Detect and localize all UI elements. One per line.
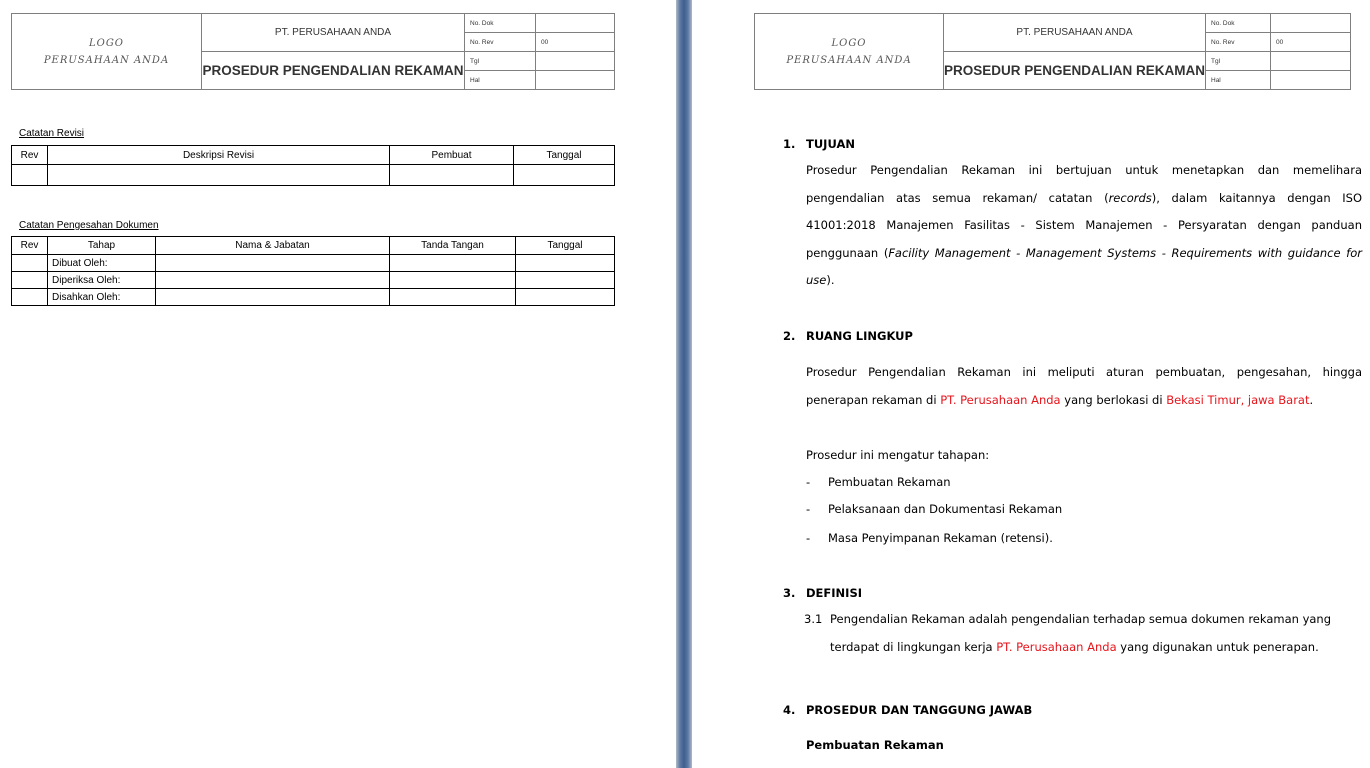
column-header: Nama & Jabatan [156, 237, 390, 255]
field-value [536, 71, 615, 90]
table-cell[interactable] [514, 165, 615, 186]
page-gutter [676, 0, 692, 768]
table-cell[interactable] [390, 289, 516, 306]
table-cell[interactable] [390, 255, 516, 272]
column-header: Rev [12, 237, 48, 255]
scope-intro: Prosedur ini mengatur tahapan: [806, 448, 990, 462]
section-heading-ruang-lingkup: 2. RUANG LINGKUP [783, 329, 913, 343]
column-header: Deskripsi Revisi [48, 146, 390, 165]
field-value: 00 [536, 33, 615, 52]
table-cell[interactable] [156, 272, 390, 289]
column-header: Pembuat [390, 146, 514, 165]
approval-section-label: Catatan Pengesahan Dokumen [19, 220, 159, 231]
stage-label: Diperiksa Oleh: [48, 272, 156, 289]
field-label: No. Dok [1206, 14, 1271, 33]
table-row [12, 165, 615, 186]
table-row [12, 272, 615, 289]
field-label: No. Dok [465, 14, 536, 33]
table-cell[interactable] [12, 165, 48, 186]
table-cell[interactable] [390, 165, 514, 186]
field-label: Hal [465, 71, 536, 90]
company-name: PT. PERUSAHAAN ANDA [202, 14, 465, 52]
table-cell[interactable] [516, 255, 615, 272]
section-heading-tujuan: 1. TUJUAN [783, 137, 855, 151]
table-cell[interactable] [12, 255, 48, 272]
document-header-left [11, 13, 615, 90]
field-label: No. Rev [465, 33, 536, 52]
field-value [536, 52, 615, 71]
column-header: Tanggal [514, 146, 615, 165]
section-heading-prosedur: 4. PROSEDUR DAN TANGGUNG JAWAB [783, 703, 1033, 717]
field-label: No. Rev [1206, 33, 1271, 52]
table-cell[interactable] [156, 255, 390, 272]
table-row [12, 255, 615, 272]
column-header: Tahap [48, 237, 156, 255]
column-header: Tanda Tangan [390, 237, 516, 255]
field-label: Hal [1206, 71, 1271, 90]
revision-section-label: Catatan Revisi [19, 128, 85, 139]
document-title: PROSEDUR PENGENDALIAN REKAMAN [944, 52, 1206, 90]
table-cell[interactable] [12, 289, 48, 306]
company-logo: LOGO PERUSAHAAN ANDA [755, 14, 944, 90]
field-value: 00 [1271, 33, 1351, 52]
list-item: - Pembuatan Rekaman [806, 475, 951, 489]
definition-item: 3.1 Pengendalian Rekaman adalah pengendalian terhadap semua dokumen rekaman yang [804, 612, 1332, 626]
list-item: - Pelaksanaan dan Dokumentasi Rekaman [806, 502, 1063, 516]
stage-label: Disahkan Oleh: [48, 289, 156, 306]
column-header: Rev [12, 146, 48, 165]
table-cell[interactable] [156, 289, 390, 306]
column-header: Tanggal [516, 237, 615, 255]
table-cell[interactable] [516, 272, 615, 289]
section-paragraph-tujuan: Prosedur Pengendalian Rekaman ini bertujuan untuk menetapkan dan memelihara pengendalian atas semua rekaman/ catatan (records), dalam kaitannya dengan ISO 41001:2018 Manajemen Fasilitas - Sistem Manajemen - Persyaratan dengan panduan penggunaan (Facility Management - Management Systems - Requirements with guidance for use). [806, 163, 1362, 287]
field-value [536, 14, 615, 33]
company-name: PT. PERUSAHAAN ANDA [944, 14, 1206, 52]
document-title: PROSEDUR PENGENDALIAN REKAMAN [202, 52, 465, 90]
field-label: Tgl [465, 52, 536, 71]
subsection-heading-pembuatan: Pembuatan Rekaman [806, 738, 944, 752]
definition-number: 3.1 [804, 612, 823, 626]
section-paragraph-ruang-lingkup: Prosedur Pengendalian Rekaman ini meliputi aturan pembuatan, pengesahan, hingga penerapan rekaman di PT. Perusahaan Anda yang berlokasi di Bekasi Timur, jawa Barat. [806, 365, 1362, 407]
stage-label: Dibuat Oleh: [48, 255, 156, 272]
page-right [692, 0, 1370, 768]
table-cell[interactable] [516, 289, 615, 306]
approval-table [11, 236, 615, 306]
table-cell[interactable] [390, 272, 516, 289]
table-cell[interactable] [12, 272, 48, 289]
field-label: Tgl [1206, 52, 1271, 71]
page-left [0, 0, 676, 768]
revision-table [11, 145, 615, 186]
table-row [12, 289, 615, 306]
table-cell[interactable] [48, 165, 390, 186]
definition-item-continued: terdapat di lingkungan kerja PT. Perusahaan Anda yang digunakan untuk penerapan. [830, 640, 1319, 654]
document-body [692, 0, 1370, 768]
list-item: - Masa Penyimpanan Rekaman (retensi). [806, 531, 1053, 545]
section-heading-definisi: 3. DEFINISI [783, 586, 863, 600]
company-logo: LOGO PERUSAHAAN ANDA [12, 14, 202, 90]
